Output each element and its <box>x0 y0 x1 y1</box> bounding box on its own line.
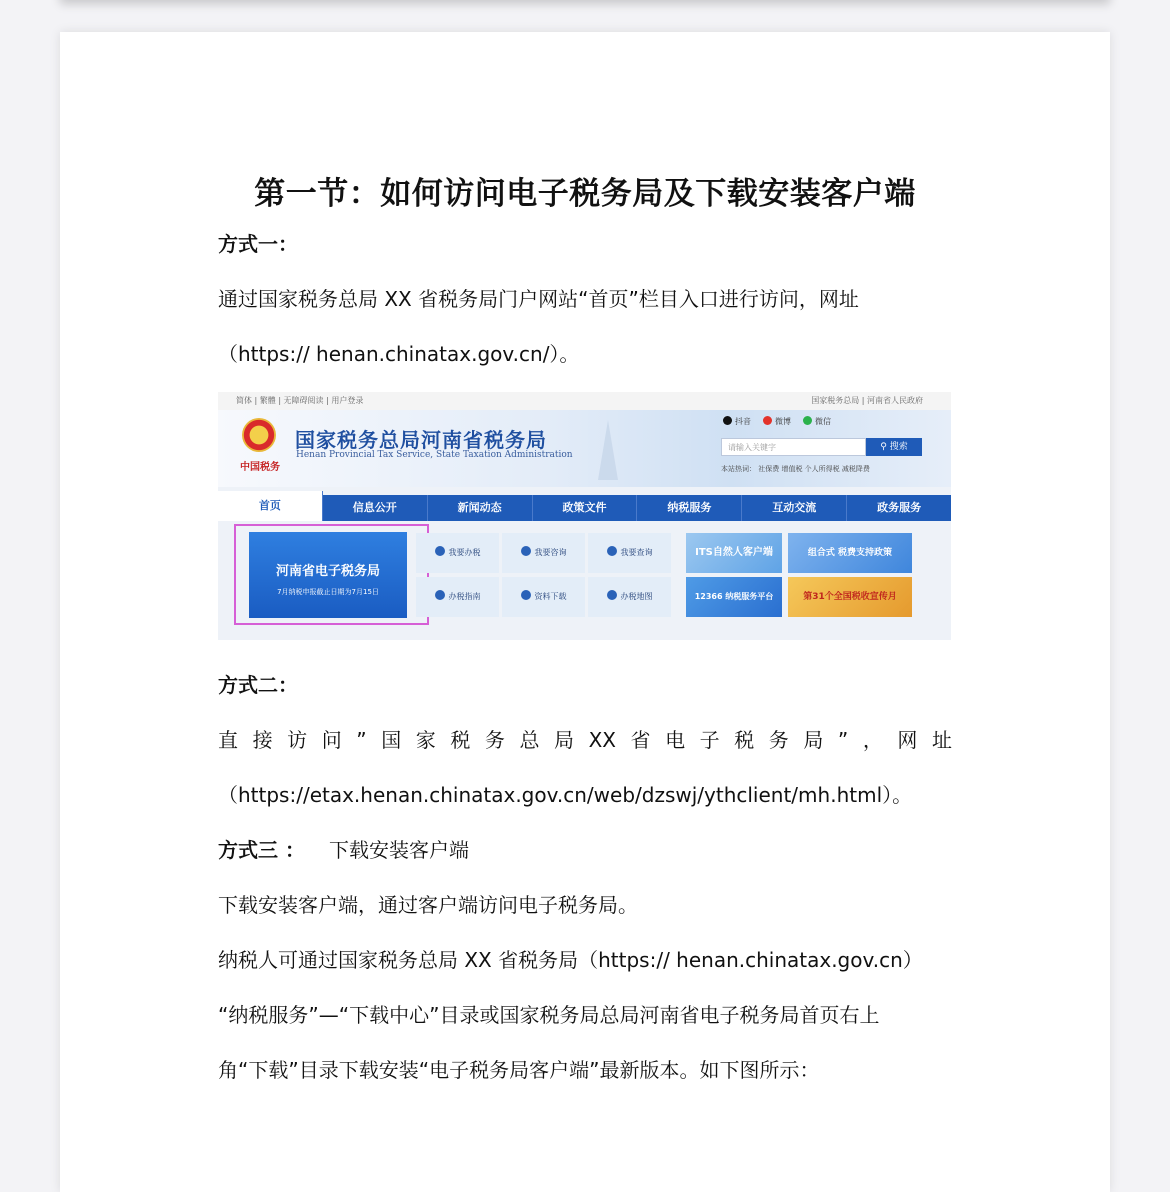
portal-search-input[interactable]: 请输入关键字 <box>721 438 866 456</box>
portal-search-button[interactable]: ⚲ 搜索 <box>866 438 922 456</box>
method2-word: 局 <box>554 728 574 752</box>
method2-word: ， <box>862 728 883 752</box>
method2-line1 <box>218 725 952 755</box>
method2-word: 省 <box>630 728 651 752</box>
method2-label: 方式二： <box>218 673 298 697</box>
portal-screenshot <box>218 392 951 640</box>
nav-item-policy[interactable]: 政策文件 <box>533 495 638 521</box>
method3-heading <box>218 835 952 865</box>
promo-tax-policy[interactable]: 组合式 税费支持政策 <box>788 533 912 573</box>
portal-banner <box>218 410 951 487</box>
map-pin-icon <box>607 590 617 600</box>
promo-its-client[interactable]: ITS自然人客户端 <box>686 533 782 573</box>
quick-link-download[interactable]: 资料下载 <box>502 577 585 617</box>
etax-highlight-box <box>234 524 429 625</box>
portal-site-english: Henan Provincial Tax Service, State Taxation Administration <box>296 450 573 460</box>
method2-word: 子 <box>699 728 720 752</box>
nav-item-news[interactable]: 新闻动态 <box>428 495 533 521</box>
method1-line1-text: 通过国家税务总局 XX 省税务局门户网站“首页”栏目入口进行访问，网址 <box>218 287 859 311</box>
quick-link-map[interactable]: 办税地图 <box>588 577 671 617</box>
promo-tax-month[interactable]: 第31个全国税收宣传月 <box>788 577 912 617</box>
portal-topbar-left: 简体 | 繁體 | 无障碍阅读 | 用户登录 <box>236 396 364 405</box>
method1-line2: （https:// henan.chinatax.gov.cn/）。 <box>218 342 580 366</box>
etax-entry-button[interactable] <box>249 532 407 618</box>
douyin-link[interactable]: 抖音 <box>723 416 751 427</box>
query-icon <box>607 546 617 556</box>
promo-12366[interactable]: 12366 纳税服务平台 <box>686 577 782 617</box>
method3-label-tail: 下载安装客户端 <box>328 838 469 862</box>
portal-topbar <box>218 392 951 410</box>
method2-word: ” <box>837 728 849 752</box>
method3-line2: 纳税人可通过国家税务总局 XX 省税务局（https:// henan.chinatax.gov.cn） <box>218 948 923 972</box>
method2-word: 总 <box>519 728 540 752</box>
wechat-icon <box>803 416 812 425</box>
quick-link-do-tax[interactable]: 我要办税 <box>416 533 499 573</box>
method2-line2: （https://etax.henan.chinatax.gov.cn/web/dzswj/ythclient/mh.html）。 <box>218 783 913 807</box>
nav-item-home[interactable]: 首页 <box>218 491 323 521</box>
weibo-link[interactable]: 微博 <box>763 416 791 427</box>
douyin-icon <box>723 416 732 425</box>
method3-line3: “纳税服务”—“下载中心”目录或国家税务局总局河南省电子税务局首页右上 <box>218 1003 880 1027</box>
weibo-icon <box>763 416 772 425</box>
method2-word: 务 <box>484 728 505 752</box>
tax-logo-text: 中国税务 <box>240 462 280 473</box>
portal-topbar-right: 国家税务总局 | 河南省人民政府 <box>811 396 923 405</box>
nav-item-tax-service[interactable]: 纳税服务 <box>637 495 742 521</box>
method2-word: XX <box>588 728 616 752</box>
guide-icon <box>435 590 445 600</box>
method3-line1: 下载安装客户端，通过客户端访问电子税务局。 <box>218 893 638 917</box>
nav-item-interaction[interactable]: 互动交流 <box>742 495 847 521</box>
method2-word: 直 <box>218 728 238 752</box>
portal-nav <box>218 495 951 521</box>
method2-word: 家 <box>415 728 436 752</box>
method2-word: 务 <box>768 728 789 752</box>
method2-word: 网 <box>897 728 918 752</box>
method1-label: 方式一： <box>218 232 298 256</box>
nav-item-info[interactable]: 信息公开 <box>323 495 428 521</box>
method2-word: 访 <box>287 728 308 752</box>
method2-word: 国 <box>381 728 402 752</box>
method2-word: 电 <box>665 728 686 752</box>
hot-words: 本站热词： 社保费 增值税 个人所得税 减税降费 <box>721 465 870 473</box>
consult-icon <box>521 546 531 556</box>
tower-illustration <box>598 420 618 480</box>
social-links <box>723 416 831 427</box>
method2-word: 接 <box>252 728 273 752</box>
section-title: 第一节：如何访问电子税务局及下载安装客户端 <box>254 176 916 212</box>
method1-line1 <box>218 284 952 314</box>
quick-link-consult[interactable]: 我要咨询 <box>502 533 585 573</box>
etax-entry-title: 河南省电子税务局 <box>275 564 380 579</box>
method3-line4: 角“下载”目录下载安装“电子税务局客户端”最新版本。如下图所示： <box>218 1058 820 1082</box>
method2-word: 局 <box>803 728 824 752</box>
portal-site-name: 国家税务总局河南省税务局 <box>295 428 547 452</box>
download-icon <box>521 590 531 600</box>
quick-link-guide[interactable]: 办税指南 <box>416 577 499 617</box>
do-tax-icon <box>435 546 445 556</box>
method3-label: 方式三 ： <box>218 838 305 862</box>
method2-word: 税 <box>734 728 755 752</box>
wechat-link[interactable]: 微信 <box>803 416 831 427</box>
method2-word: 址 <box>931 728 952 752</box>
quick-link-query[interactable]: 我要查询 <box>588 533 671 573</box>
nav-item-gov-service[interactable]: 政务服务 <box>877 501 922 514</box>
method2-word: ” <box>356 728 367 752</box>
method2-word: 问 <box>321 728 342 752</box>
etax-entry-notice: 7月纳税申报截止日期为7月15日 <box>277 588 379 596</box>
method2-word: 税 <box>450 728 471 752</box>
tax-emblem-icon <box>242 418 276 452</box>
